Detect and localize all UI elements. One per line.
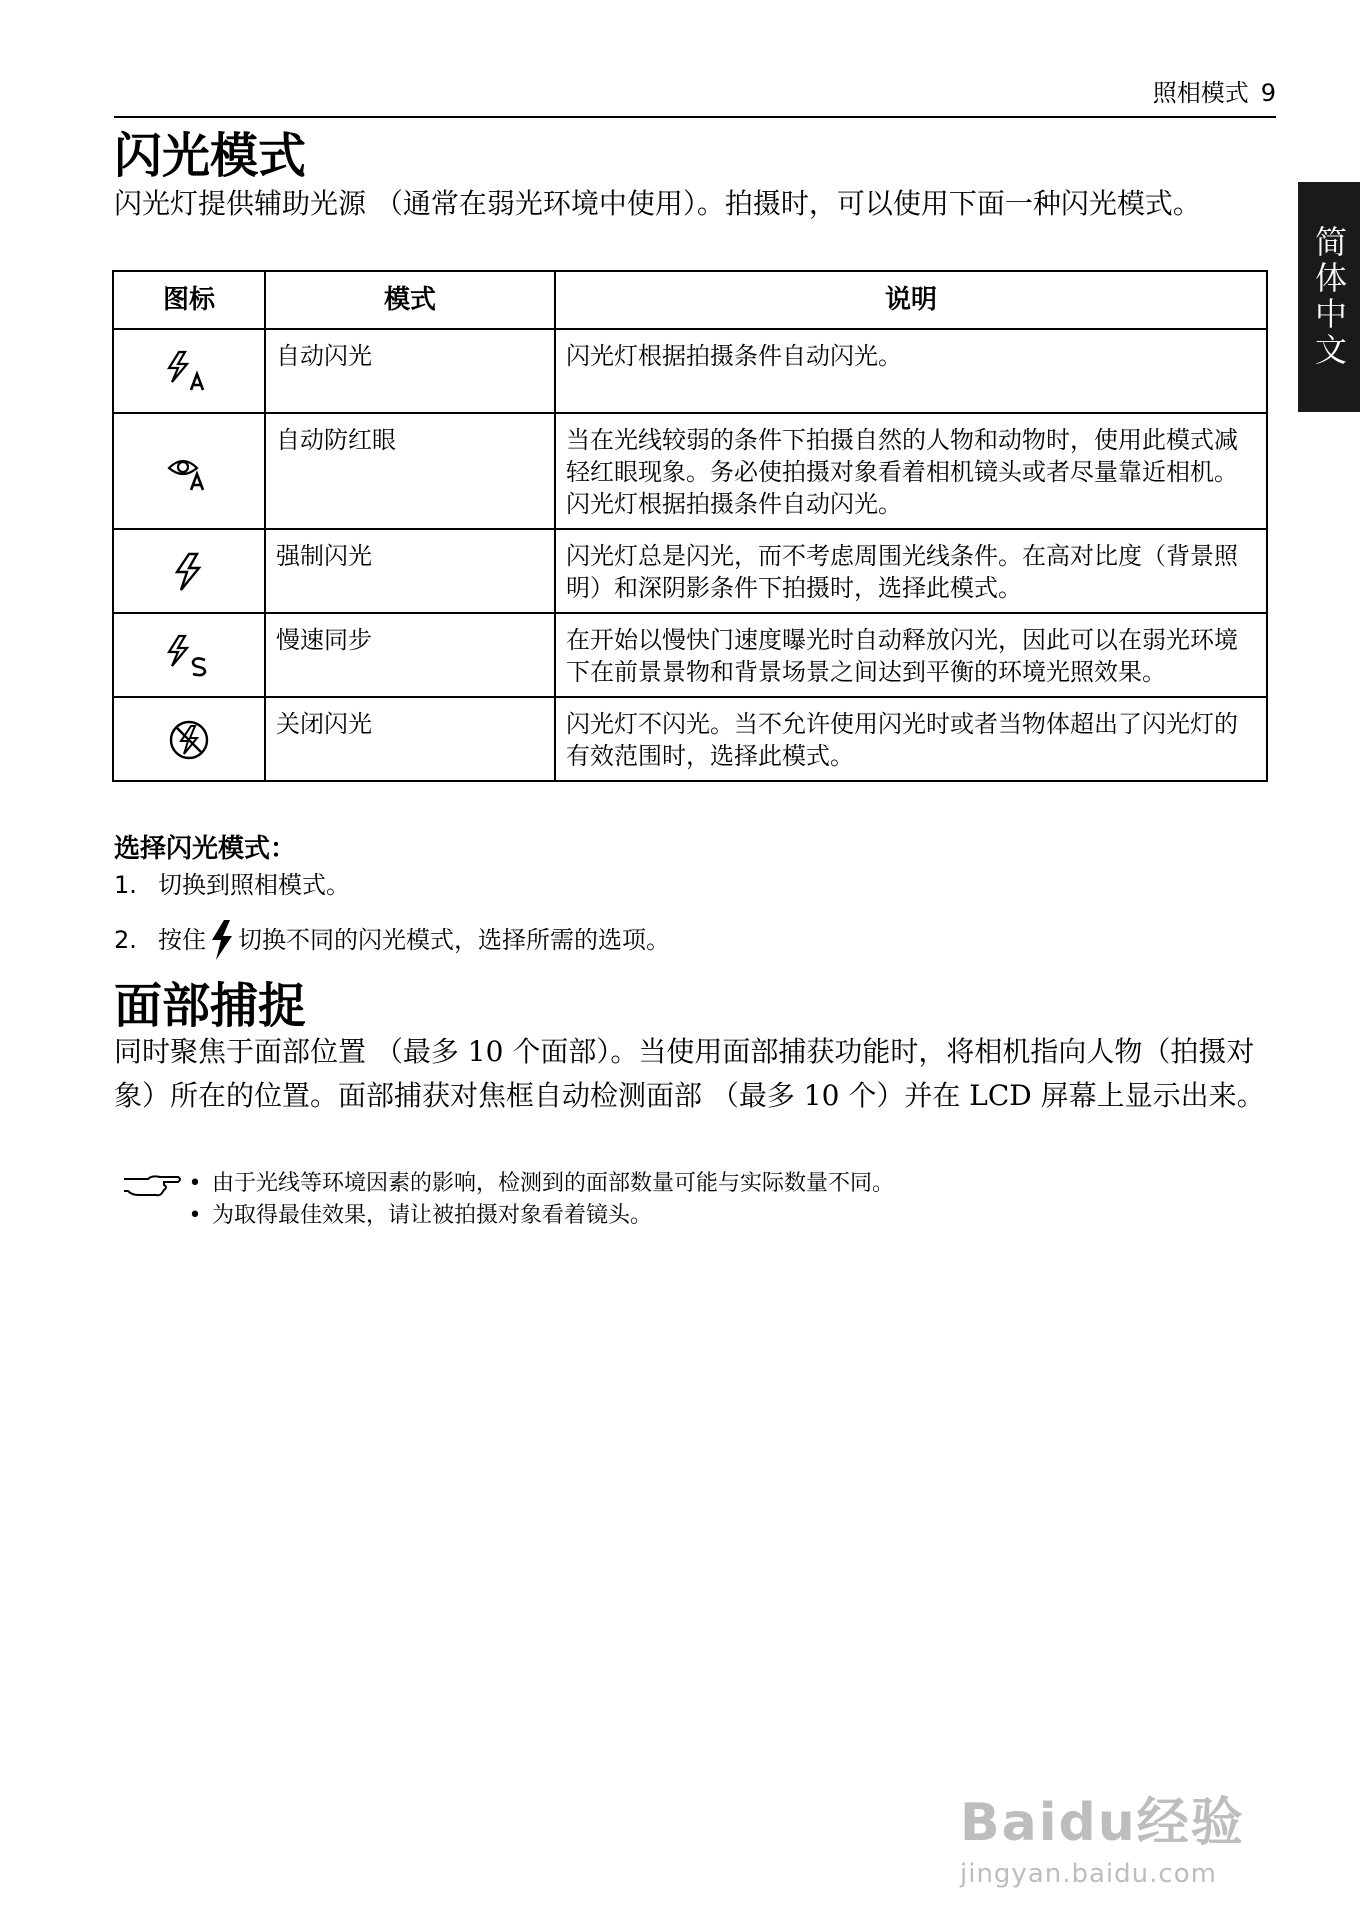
mode-name: 关闭闪光 [265, 697, 555, 781]
baidu-watermark [960, 1780, 1245, 1889]
step-2 [114, 918, 670, 962]
mode-desc: 闪光灯不闪光。当不允许使用闪光时或者当物体超出了闪光灯的有效范围时，选择此模式。 [555, 697, 1267, 781]
note-text: 由于光线等环境因素的影响，检测到的面部数量可能与实际数量不同。 [212, 1171, 895, 1196]
table-header-row [113, 271, 1267, 329]
table-row [113, 413, 1267, 529]
note-text: 为取得最佳效果，请让被拍摄对象看着镜头。 [212, 1203, 653, 1228]
table-row [113, 529, 1267, 613]
select-flash-title: 选择闪光模式： [114, 834, 297, 864]
face-body: 同时聚焦于面部位置 （最多 10 个面部）。当使用面部捕获功能时，将相机指向人物（拍摄对象）所在的位置。面部捕获对焦框自动检测面部 （最多 10 个）并在 LCD 屏幕上显示出来。 [114, 1035, 1265, 1112]
note-block [120, 1168, 894, 1232]
header-icon: 图标 [113, 271, 265, 329]
mode-desc: 当在光线较弱的条件下拍摄自然的人物和动物时，使用此模式减轻红眼现象。务必使拍摄对象看着相机镜头或者尽量靠近相机。闪光灯根据拍摄条件自动闪光。 [555, 413, 1267, 529]
flash-forced-icon [167, 550, 211, 594]
table-row [113, 613, 1267, 697]
step-1 [114, 868, 350, 902]
pointing-hand-icon [120, 1169, 184, 1199]
flash-intro: 闪光灯提供辅助光源 （通常在弱光环境中使用）。拍摄时，可以使用下面一种闪光模式。 [114, 187, 1201, 220]
mode-name: 自动防红眼 [265, 413, 555, 529]
watermark-brand: Baidu经验 [960, 1793, 1245, 1853]
language-tab [1298, 182, 1360, 412]
mode-name: 慢速同步 [265, 613, 555, 697]
table-row [113, 329, 1267, 413]
note-item: • 由于光线等环境因素的影响，检测到的面部数量可能与实际数量不同。 [120, 1168, 894, 1200]
flash-section-title: 闪光模式 [114, 128, 307, 184]
header-section: 照相模式 [1152, 79, 1249, 107]
table-row [113, 697, 1267, 781]
note-item: • 为取得最佳效果，请让被拍摄对象看着镜头。 [120, 1200, 894, 1232]
flash-mode-table [112, 270, 1268, 782]
flash-off-icon [167, 718, 211, 762]
language-tab-label: 简体中文 [1310, 225, 1348, 369]
page-header [114, 78, 1276, 118]
step-text-after: 切换不同的闪光模式，选择所需的选项。 [238, 926, 670, 954]
mode-desc: 闪光灯根据拍摄条件自动闪光。 [555, 329, 1267, 413]
mode-desc: 在开始以慢快门速度曝光时自动释放闪光，因此可以在弱光环境下在前景景物和背景场景之间达到平衡的环境光照效果。 [555, 613, 1267, 697]
watermark-url: jingyan.baidu.com [960, 1859, 1217, 1889]
mode-name: 强制闪光 [265, 529, 555, 613]
mode-name: 自动闪光 [265, 329, 555, 413]
step-text-before: 按住 [158, 926, 206, 954]
step-text: 切换到照相模式。 [158, 871, 350, 899]
mode-desc: 闪光灯总是闪光，而不考虑周围光线条件。在高对比度（背景照明）和深阴影条件下拍摄时，选择此模式。 [555, 529, 1267, 613]
flash-button-icon [208, 918, 236, 962]
red-eye-auto-icon [165, 450, 213, 494]
header-mode: 模式 [265, 271, 555, 329]
slow-sync-icon [165, 634, 213, 678]
step-number: 1. [114, 871, 137, 899]
page-number: 9 [1260, 79, 1276, 107]
header-desc: 说明 [555, 271, 1267, 329]
step-number: 2. [114, 926, 137, 954]
flash-auto-icon [165, 350, 213, 394]
face-section-title: 面部捕捉 [114, 978, 307, 1034]
